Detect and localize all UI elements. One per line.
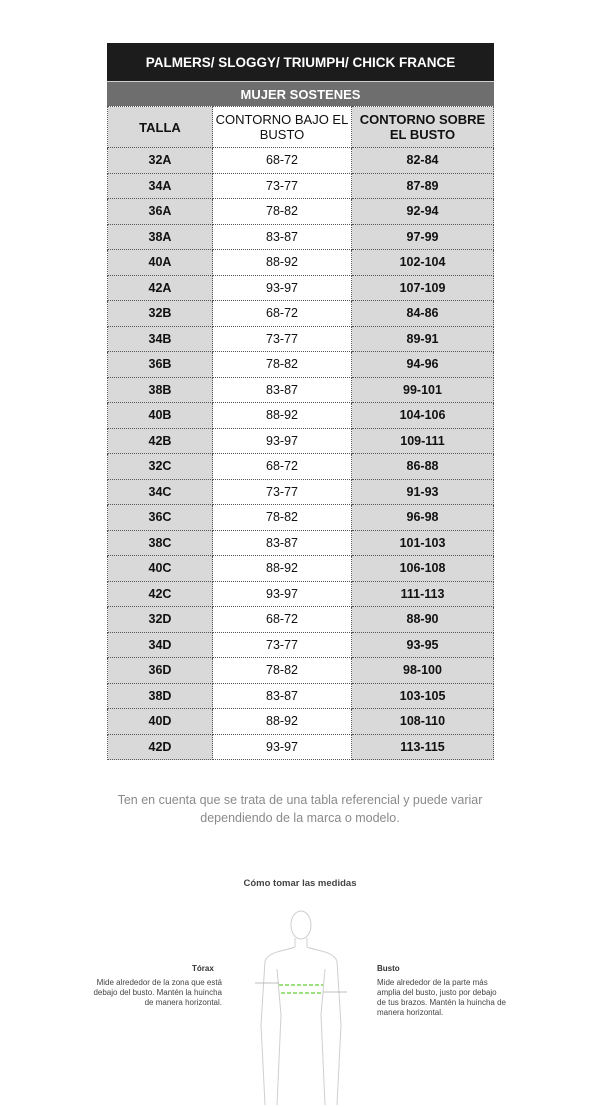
size-cell: 34C [108,479,213,505]
size-cell: 40D [108,709,213,735]
under-bust-cell: 73-77 [213,326,352,352]
brand-header: PALMERS/ SLOGGY/ TRIUMPH/ CHICK FRANCE [107,43,494,81]
under-bust-cell: 93-97 [213,581,352,607]
over-bust-cell: 93-95 [352,632,494,658]
size-cell: 32C [108,454,213,480]
over-bust-cell: 101-103 [352,530,494,556]
over-bust-cell: 96-98 [352,505,494,531]
size-cell: 40C [108,556,213,582]
under-bust-cell: 78-82 [213,658,352,684]
table-row [108,148,494,174]
table-row [108,275,494,301]
table-row [108,658,494,684]
table-row [108,250,494,276]
size-cell: 32A [108,148,213,174]
over-bust-cell: 109-111 [352,428,494,454]
table-row [108,734,494,760]
under-bust-cell: 68-72 [213,148,352,174]
size-cell: 42D [108,734,213,760]
over-bust-cell: 103-105 [352,683,494,709]
under-bust-cell: 83-87 [213,224,352,250]
over-bust-cell: 98-100 [352,658,494,684]
table-row [108,454,494,480]
over-bust-cell: 88-90 [352,607,494,633]
over-bust-cell: 99-101 [352,377,494,403]
table-row [108,556,494,582]
under-bust-cell: 68-72 [213,454,352,480]
over-bust-cell: 91-93 [352,479,494,505]
size-rows [108,148,494,760]
over-bust-cell: 89-91 [352,326,494,352]
table-row [108,581,494,607]
table-row [108,479,494,505]
over-bust-cell: 94-96 [352,352,494,378]
size-cell: 36B [108,352,213,378]
under-bust-cell: 78-82 [213,199,352,225]
size-cell: 32D [108,607,213,633]
over-bust-cell: 102-104 [352,250,494,276]
under-bust-cell: 78-82 [213,352,352,378]
size-cell: 40A [108,250,213,276]
torax-label: Tórax [192,964,214,973]
under-bust-cell: 83-87 [213,683,352,709]
table-row [108,530,494,556]
over-bust-cell: 107-109 [352,275,494,301]
size-cell: 42B [108,428,213,454]
column-header-over-bust: CONTORNO SOBRE EL BUSTO [352,107,494,148]
table-row [108,199,494,225]
under-bust-cell: 73-77 [213,479,352,505]
size-cell: 38A [108,224,213,250]
under-bust-cell: 88-92 [213,556,352,582]
table-row [108,683,494,709]
table-row [108,326,494,352]
over-bust-cell: 82-84 [352,148,494,174]
busto-description: Mide alrededor de la parte más amplia del busto, justo por debajo de tus brazos. Mantén la huincha de manera horizontal. [377,978,506,1017]
size-chart [107,43,494,760]
size-cell: 36A [108,199,213,225]
under-bust-cell: 93-97 [213,275,352,301]
over-bust-cell: 106-108 [352,556,494,582]
size-cell: 34A [108,173,213,199]
how-to-measure-title: Cómo tomar las medidas [243,878,357,889]
over-bust-cell: 92-94 [352,199,494,225]
torax-description: Mide alrededor de la zona que está debajo del busto. Mantén la huincha de manera horizontal. [93,978,222,1007]
under-bust-cell: 78-82 [213,505,352,531]
table-row [108,173,494,199]
size-cell: 36C [108,505,213,531]
column-header-talla: TALLA [108,107,213,148]
size-cell: 42A [108,275,213,301]
busto-label: Busto [377,964,400,973]
under-bust-cell: 68-72 [213,301,352,327]
table-row [108,403,494,429]
size-cell: 34D [108,632,213,658]
disclaimer-line-1: Ten en cuenta que se trata de una tabla referencial y puede variar [117,793,483,807]
under-bust-cell: 68-72 [213,607,352,633]
table-row [108,709,494,735]
under-bust-cell: 88-92 [213,403,352,429]
table-row [108,428,494,454]
table-row [108,352,494,378]
disclaimer-note [0,791,600,827]
size-cell: 42C [108,581,213,607]
under-bust-cell: 73-77 [213,632,352,658]
column-header-under-bust: CONTORNO BAJO EL BUSTO [213,107,352,148]
size-cell: 36D [108,658,213,684]
under-bust-cell: 73-77 [213,173,352,199]
table-row [108,505,494,531]
over-bust-cell: 84-86 [352,301,494,327]
over-bust-cell: 97-99 [352,224,494,250]
size-cell: 38D [108,683,213,709]
category-header: MUJER SOSTENES [107,81,494,106]
over-bust-cell: 86-88 [352,454,494,480]
over-bust-cell: 111-113 [352,581,494,607]
size-cell: 34B [108,326,213,352]
table-row [108,632,494,658]
over-bust-cell: 108-110 [352,709,494,735]
under-bust-cell: 93-97 [213,428,352,454]
under-bust-cell: 93-97 [213,734,352,760]
table-row [108,377,494,403]
over-bust-cell: 113-115 [352,734,494,760]
under-bust-cell: 83-87 [213,377,352,403]
under-bust-cell: 83-87 [213,530,352,556]
size-cell: 38C [108,530,213,556]
size-cell: 32B [108,301,213,327]
size-table [107,106,494,760]
under-bust-cell: 88-92 [213,250,352,276]
over-bust-cell: 87-89 [352,173,494,199]
disclaimer-line-2: dependiendo de la marca o modelo. [200,811,400,825]
size-cell: 38B [108,377,213,403]
table-row [108,607,494,633]
under-bust-cell: 88-92 [213,709,352,735]
body-outline-icon [255,905,347,1107]
size-cell: 40B [108,403,213,429]
over-bust-cell: 104-106 [352,403,494,429]
table-row [108,224,494,250]
table-row [108,301,494,327]
